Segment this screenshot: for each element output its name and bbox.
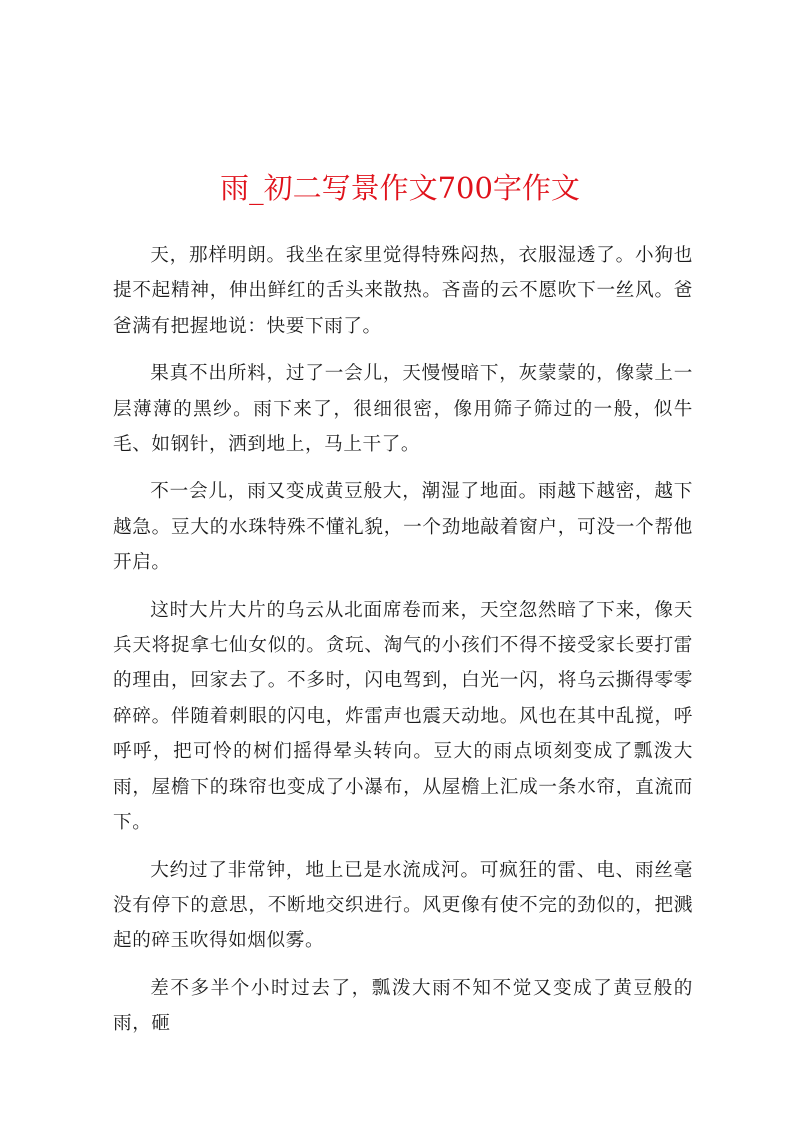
paragraph-6: 差不多半个小时过去了，瓢泼大雨不知不觉又变成了黄豆般的雨，砸: [113, 977, 693, 1035]
paragraph-1: 天，那样明朗。我坐在家里觉得特殊闷热，衣服湿透了。小狗也提不起精神，伸出鲜红的舌头来散热。吝啬的云不愿吹下一丝风。爸爸满有把握地说：快要下雨了。: [113, 245, 693, 337]
paragraph-4: 这时大片大片的乌云从北面席卷而来，天空忽然暗了下来，像天兵天将捉拿七仙女似的。贪玩、淘气的小孩们不得不接受家长要打雷的理由，回家去了。不多时，闪电驾到，白光一闪，将乌云撕得零零碎碎。伴随着刺眼的闪电，炸雷声也震天动地。风也在其中乱搅，呼呼呼，把可怜的树们摇得晕头转向。豆大的雨点顷刻变成了瓢泼大雨，屋檐下的珠帘也变成了小瀑布，从屋檐上汇成一条水帘，直流而下。: [113, 599, 693, 834]
document-title: 雨_初二写景作文700字作文: [220, 171, 580, 205]
paragraph-2: 果真不出所料，过了一会儿，天慢慢暗下，灰蒙蒙的，像蒙上一层薄薄的黑纱。雨下来了，很细很密，像用筛子筛过的一般，似牛毛、如钢针，洒到地上，马上干了。: [113, 363, 693, 456]
paragraph-3: 不一会儿，雨又变成黄豆般大，潮湿了地面。雨越下越密，越下越急。豆大的水珠特殊不懂礼貌，一个劲地敲着窗户，可没一个帮他开启。: [113, 481, 693, 574]
paragraph-5: 大约过了非常钟，地上已是水流成河。可疯狂的雷、电、雨丝毫没有停下的意思，不断地交织进行。风更像有使不完的劲似的，把溅起的碎玉吹得如烟似雾。: [113, 859, 693, 952]
document-body: [113, 238, 693, 1054]
